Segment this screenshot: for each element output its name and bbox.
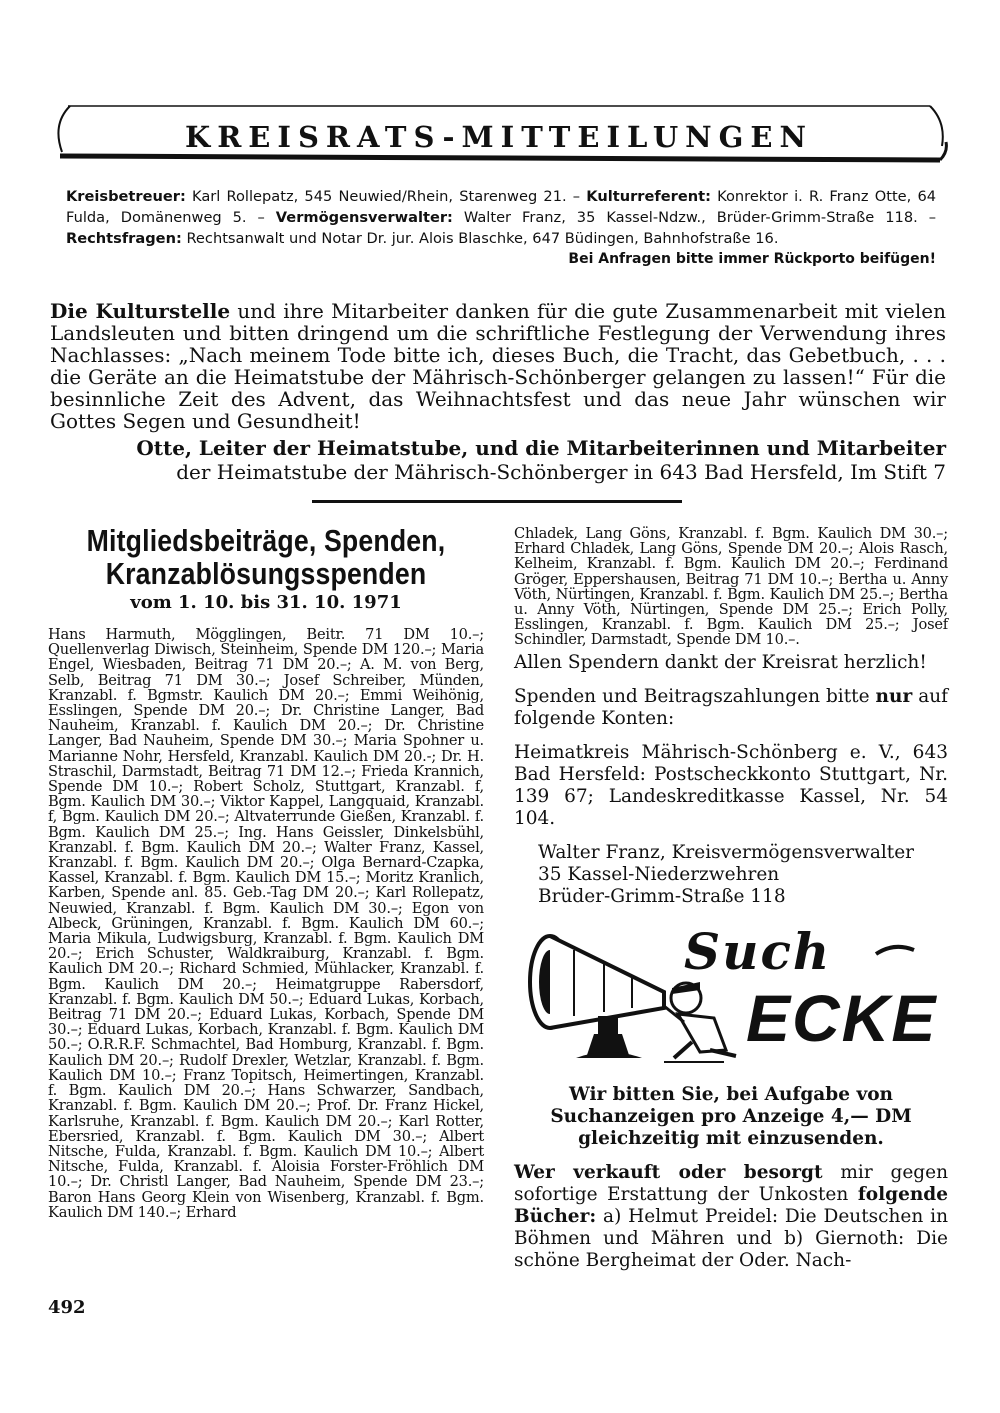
- rechtsfragen-label: Rechtsfragen:: [66, 230, 182, 247]
- donations-headline-line-2: Kranzablösungsspenden: [105, 556, 427, 591]
- book-request: [514, 1162, 948, 1272]
- kulturreferent-label: Kulturreferent:: [586, 188, 711, 205]
- accounts-intro-a: Spenden und Beitragszahlungen bitte: [514, 685, 870, 707]
- vermoegensverwalter-label: Vermögensverwalter:: [275, 209, 453, 226]
- signature-line-1: Otte, Leiter der Heimatstube, und die Mitarbeiterinnen und Mitarbeiter: [136, 436, 946, 460]
- such-ecke-word-ecke: ECKE: [746, 980, 938, 1055]
- intro-signature: [50, 436, 946, 484]
- donations-headline: [79, 524, 454, 590]
- section-divider: [312, 500, 682, 503]
- administrator-line-1: Walter Franz, Kreisvermögensverwalter: [538, 841, 914, 863]
- administrator-line-3: Brüder-Grimm-Straße 118: [538, 885, 786, 907]
- return-postage-notice: Bei Anfragen bitte immer Rückporto beifügen!: [568, 251, 936, 267]
- book-request-text-a: mir gegen sofortige Erstattung der Unkosten: [514, 1161, 949, 1205]
- donations-date-range: vom 1. 10. bis 31. 10. 1971: [130, 592, 402, 613]
- kulturreferent-value: Konrektor i. R. Franz Otte, 64 Fulda, Domänenweg 5. –: [66, 188, 937, 226]
- vermoegensverwalter-value: Walter Franz, 35 Kassel-Ndzw., Brüder-Grimm-Straße 118. –: [463, 209, 936, 226]
- book-request-text-b: a) Helmut Preidel: Die Deutschen in Böhmen und Mähren und b) Giernoth: Die schöne Bergheimat der Oder. Nach-: [514, 1205, 948, 1271]
- bank-accounts: Heimatkreis Mährisch-Schönberg e. V., 643 Bad Hersfeld: Postscheckkonto Stuttgart, Nr. 139 67; Landeskreditkasse Kassel, Nr. 54 104.: [514, 741, 948, 829]
- intro-text: und ihre Mitarbeiter danken für die gute Zusammenarbeit mit vielen Landsleuten und bitten dringend um die schriftliche Festlegung der Verwendung ihres Nachlasses: „Nach meinem Tode bitte ich, dieses Buch, die Tracht, das Gebetbuch, . . . die Geräte an die Heimatstube der Mährisch-Schönberger gelangen zu lassen!“ Für die besinnliche Zeit des Advent, das Weihnachtsfest und das neue Jahr wünschen wir Gottes Segen und Gesundheit!: [50, 299, 946, 433]
- book-request-lead: Wer verkauft oder besorgt: [514, 1161, 823, 1183]
- book-request-bold: folgende Bücher:: [514, 1183, 948, 1227]
- left-column: [48, 524, 484, 1220]
- administrator-line-2: 35 Kassel-Niederzwehren: [538, 863, 780, 885]
- accounts-intro: [514, 686, 948, 730]
- intro-paragraph: [50, 300, 946, 432]
- page-number: 492: [48, 1297, 86, 1318]
- such-ecke-logo: [514, 922, 944, 1072]
- contact-block: [66, 186, 936, 270]
- intro-lead: Die Kulturstelle: [50, 299, 231, 323]
- donor-list: Hans Harmuth, Mögglingen, Beitr. 71 DM 10.–; Quellenverlag Diwisch, Steinheim, Spende DM 120.–; Maria Engel, Wiesbaden, Beitrag 71 DM 20.–; A. M. von Berg, Selb, Beitrag 71 DM 30.–; Josef Schreiber, Münden, Kranzabl. f. Bgmstr. Kaulich DM 20.–; Emmi Weihönig, Esslingen, Spende DM 20.–; Dr. Christine Langer, Bad Nauheim, Kranzabl. f. Kaulich DM 20.–; Dr. Christine Langer, Bad Nauheim, Spende DM 30.–; Maria Spohner u. Marianne Nohr, Hersfeld, Kranzabl. Kaulich DM 20.-; Dr. H. Straschil, Darmstadt, Beitrag 71 DM 12.–; Frieda Krannich, Spende DM 10.–; Robert Scholz, Stuttgart, Kranzabl. f, Bgm. Kaulich DM 30.–; Viktor Kappel, Langquaid, Kranzabl. f, Bgm. Kaulich DM 20.–; Altvaterrunde Gießen, Kranzabl. f. Bgm. Kaulich DM 25.–; Ing. Hans Geissler, Dinkelsbühl, Kranzabl. f. Bgm. Kaulich DM 20.–; Walter Franz, Kassel, Kranzabl. f. Bgm. Kaulich DM 20.–; Olga Bernard-Czapka, Kassel, Kranzabl. f. Bgm. Kaulich DM 15.–; Moritz Kranlich, Karben, Spende anl. 85. Geb.-Tag DM 20.–; Karl Rollepatz, Neuwied, Kranzabl. f. Bgm. Kaulich DM 30.–; Egon von Albeck, Grüningen, Kranzabl. f. Bgm. Kaulich DM 60.–; Maria Mikula, Ludwigsburg, Kranzabl. f. Bgm. Kaulich DM 20.–; Erich Schuster, Waldkraiburg, Kranzabl. f. Bgm. Kaulich DM 20.–; Richard Schmied, Mühlacker, Kranzabl. f. Bgm. Kaulich DM 20.–; Heimatgruppe Rabersdorf, Kranzabl. f. Bgm. Kaulich DM 50.–; Eduard Lukas, Korbach, Beitrag 71 DM 20.–; Eduard Lukas, Korbach, Spende DM 30.–; Eduard Lukas, Korbach, Kranzabl. f. Bgm. Kaulich DM 50.–; O.R.R.F. Schmachtel, Bad Homburg, Kranzabl. f. Bgm. Kaulich DM 20.–; Rudolf Drexler, Wetzlar, Kranzabl. f. Bgm. Kaulich DM 10.–; Franz Topitsch, Heimertingen, Kranzabl. f. Bgm. Kaulich DM 20.–; Hans Schwarzer, Sandbach, Kranzabl. f. Bgm. Kaulich DM 20.–; Prof. Dr. Franz Hickel, Karlsruhe, Kranzabl. f. Bgm. Kaulich DM 20.–; Karl Rotter, Ebersried, Kranzabl. f. Bgm. Kaulich DM 30.–; Albert Nitsche, Fulda, Kranzabl. f. Bgm. Kaulich DM 10.–; Albert Nitsche, Fulda, Kranzabl. f. Aloisia Forster-Fröhlich DM 10.–; Dr. Christl Langer, Bad Nauheim, Spende DM 23.–; Baron Hans Georg Klein von Wisenberg, Kranzabl. f. Bgm. Kaulich DM 140.–; Erhard: [48, 626, 484, 1221]
- rechtsfragen-value: Rechtsanwalt und Notar Dr. jur. Alois Blaschke, 647 Büdingen, Bahnhofstraße 16.: [186, 230, 779, 247]
- administrator-address: [514, 842, 948, 908]
- such-ecke-fee-notice: Wir bitten Sie, bei Aufgabe von Suchanzeigen pro Anzeige 4,— DM gleichzeitig mit einzusenden.: [550, 1083, 912, 1149]
- kreisbetreuer-value: Karl Rollepatz, 545 Neuwied/Rhein, Starenweg 21. –: [192, 188, 581, 205]
- page-title: KREISRATS-MITTEILUNGEN: [185, 120, 813, 154]
- donor-thanks: Allen Spendern dankt der Kreisrat herzlich!: [514, 651, 927, 673]
- accounts-intro-bold: nur: [875, 685, 913, 707]
- kreisbetreuer-label: Kreisbetreuer:: [66, 188, 186, 205]
- accounts-intro-b: auf folgende Konten:: [514, 685, 948, 729]
- right-column: [514, 526, 948, 1272]
- donations-headline-line-1: Mitgliedsbeiträge, Spenden,: [86, 523, 446, 558]
- signature-line-2: der Heimatstube der Mährisch-Schönberger in 643 Bad Hersfeld, Im Stift 7: [176, 460, 946, 484]
- header-banner: [50, 100, 948, 170]
- such-ecke-word-such: Such: [684, 921, 832, 981]
- donor-list-continued: Chladek, Lang Göns, Kranzabl. f. Bgm. Kaulich DM 30.–; Erhard Chladek, Lang Göns, Spende DM 20.–; Alois Rasch, Kelheim, Kranzabl. f. Bgm. Kaulich DM 20.–; Ferdinand Gröger, Eppershausen, Beitrag 71 DM 10.–; Bertha u. Anny Vöth, Nürtingen, Kranzabl. f. Bgm. Kaulich DM 25.–; Bertha u. Anny Vöth, Nürtingen, Spende DM 25.–; Erich Polly, Esslingen, Kranzabl. f. Bgm. Kaulich DM 25.–; Josef Schindler, Darmstadt, Spende DM 10.–.: [514, 525, 948, 649]
